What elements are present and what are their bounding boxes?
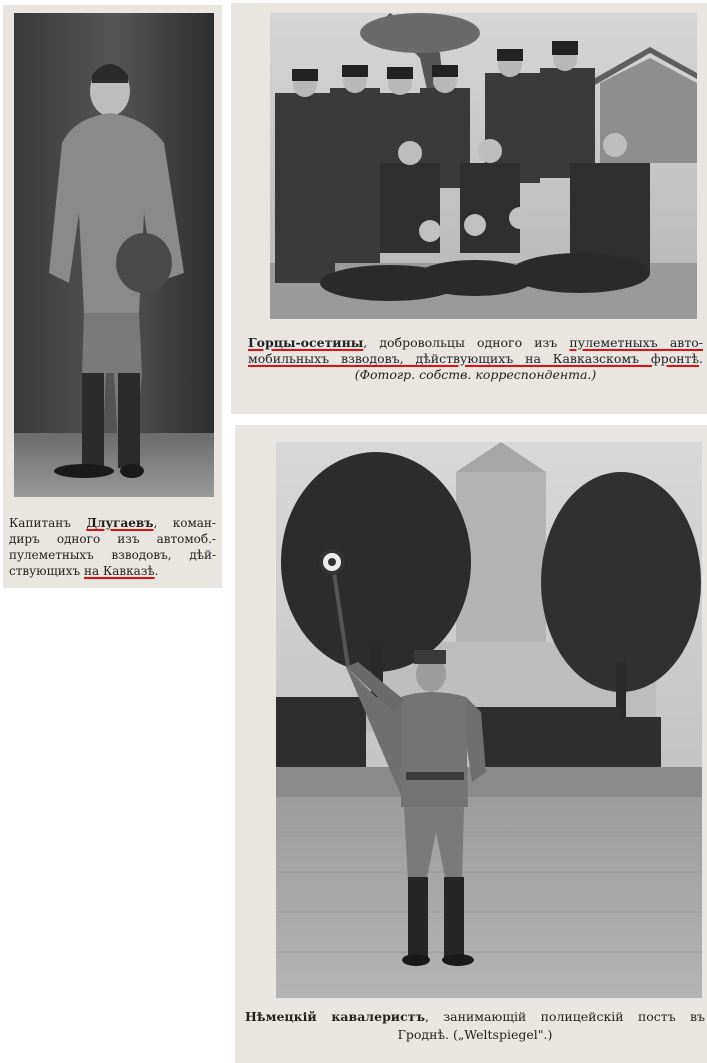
caption-captain-line-2: диръ одного изъ автомоб.-	[9, 532, 216, 546]
caption-ossetians-line-1: Горцы-осетины, добровольцы одного изъ пулеметныхъ авто-	[248, 335, 703, 350]
caption-captain-line-1: Капитанъ Длугаевъ, коман-	[9, 516, 216, 530]
caption-captain-line-4: ствующихъ на Кавказѣ.	[9, 564, 159, 578]
photo-captain-portrait	[14, 13, 214, 497]
caption-cavalryman-line-1: Нѣмецкій кавалеристъ, занимающій полицейскій постъ въ	[245, 1009, 705, 1024]
clip-captain	[3, 5, 222, 588]
photo-german-cavalryman	[276, 442, 702, 998]
caption-ossetians-credit: (Фотогр. собств. корреспондента.)	[354, 367, 597, 382]
caption-ossetians-line-2: мобильныхъ взводовъ, дѣйствующихъ на Кавказскомъ фронтѣ.	[248, 351, 703, 366]
caption-cavalryman-line-2: Гроднѣ. („Weltspiegel".)	[397, 1027, 553, 1042]
caption-captain	[9, 515, 216, 579]
clip-german-cavalryman	[235, 425, 707, 1063]
caption-german-cavalryman	[245, 1008, 705, 1044]
clip-ossetians	[231, 3, 707, 414]
photo-ossetian-group	[270, 13, 697, 319]
caption-captain-line-3: пулеметныхъ взводовъ, дѣй-	[9, 548, 216, 562]
caption-ossetians	[248, 335, 703, 383]
